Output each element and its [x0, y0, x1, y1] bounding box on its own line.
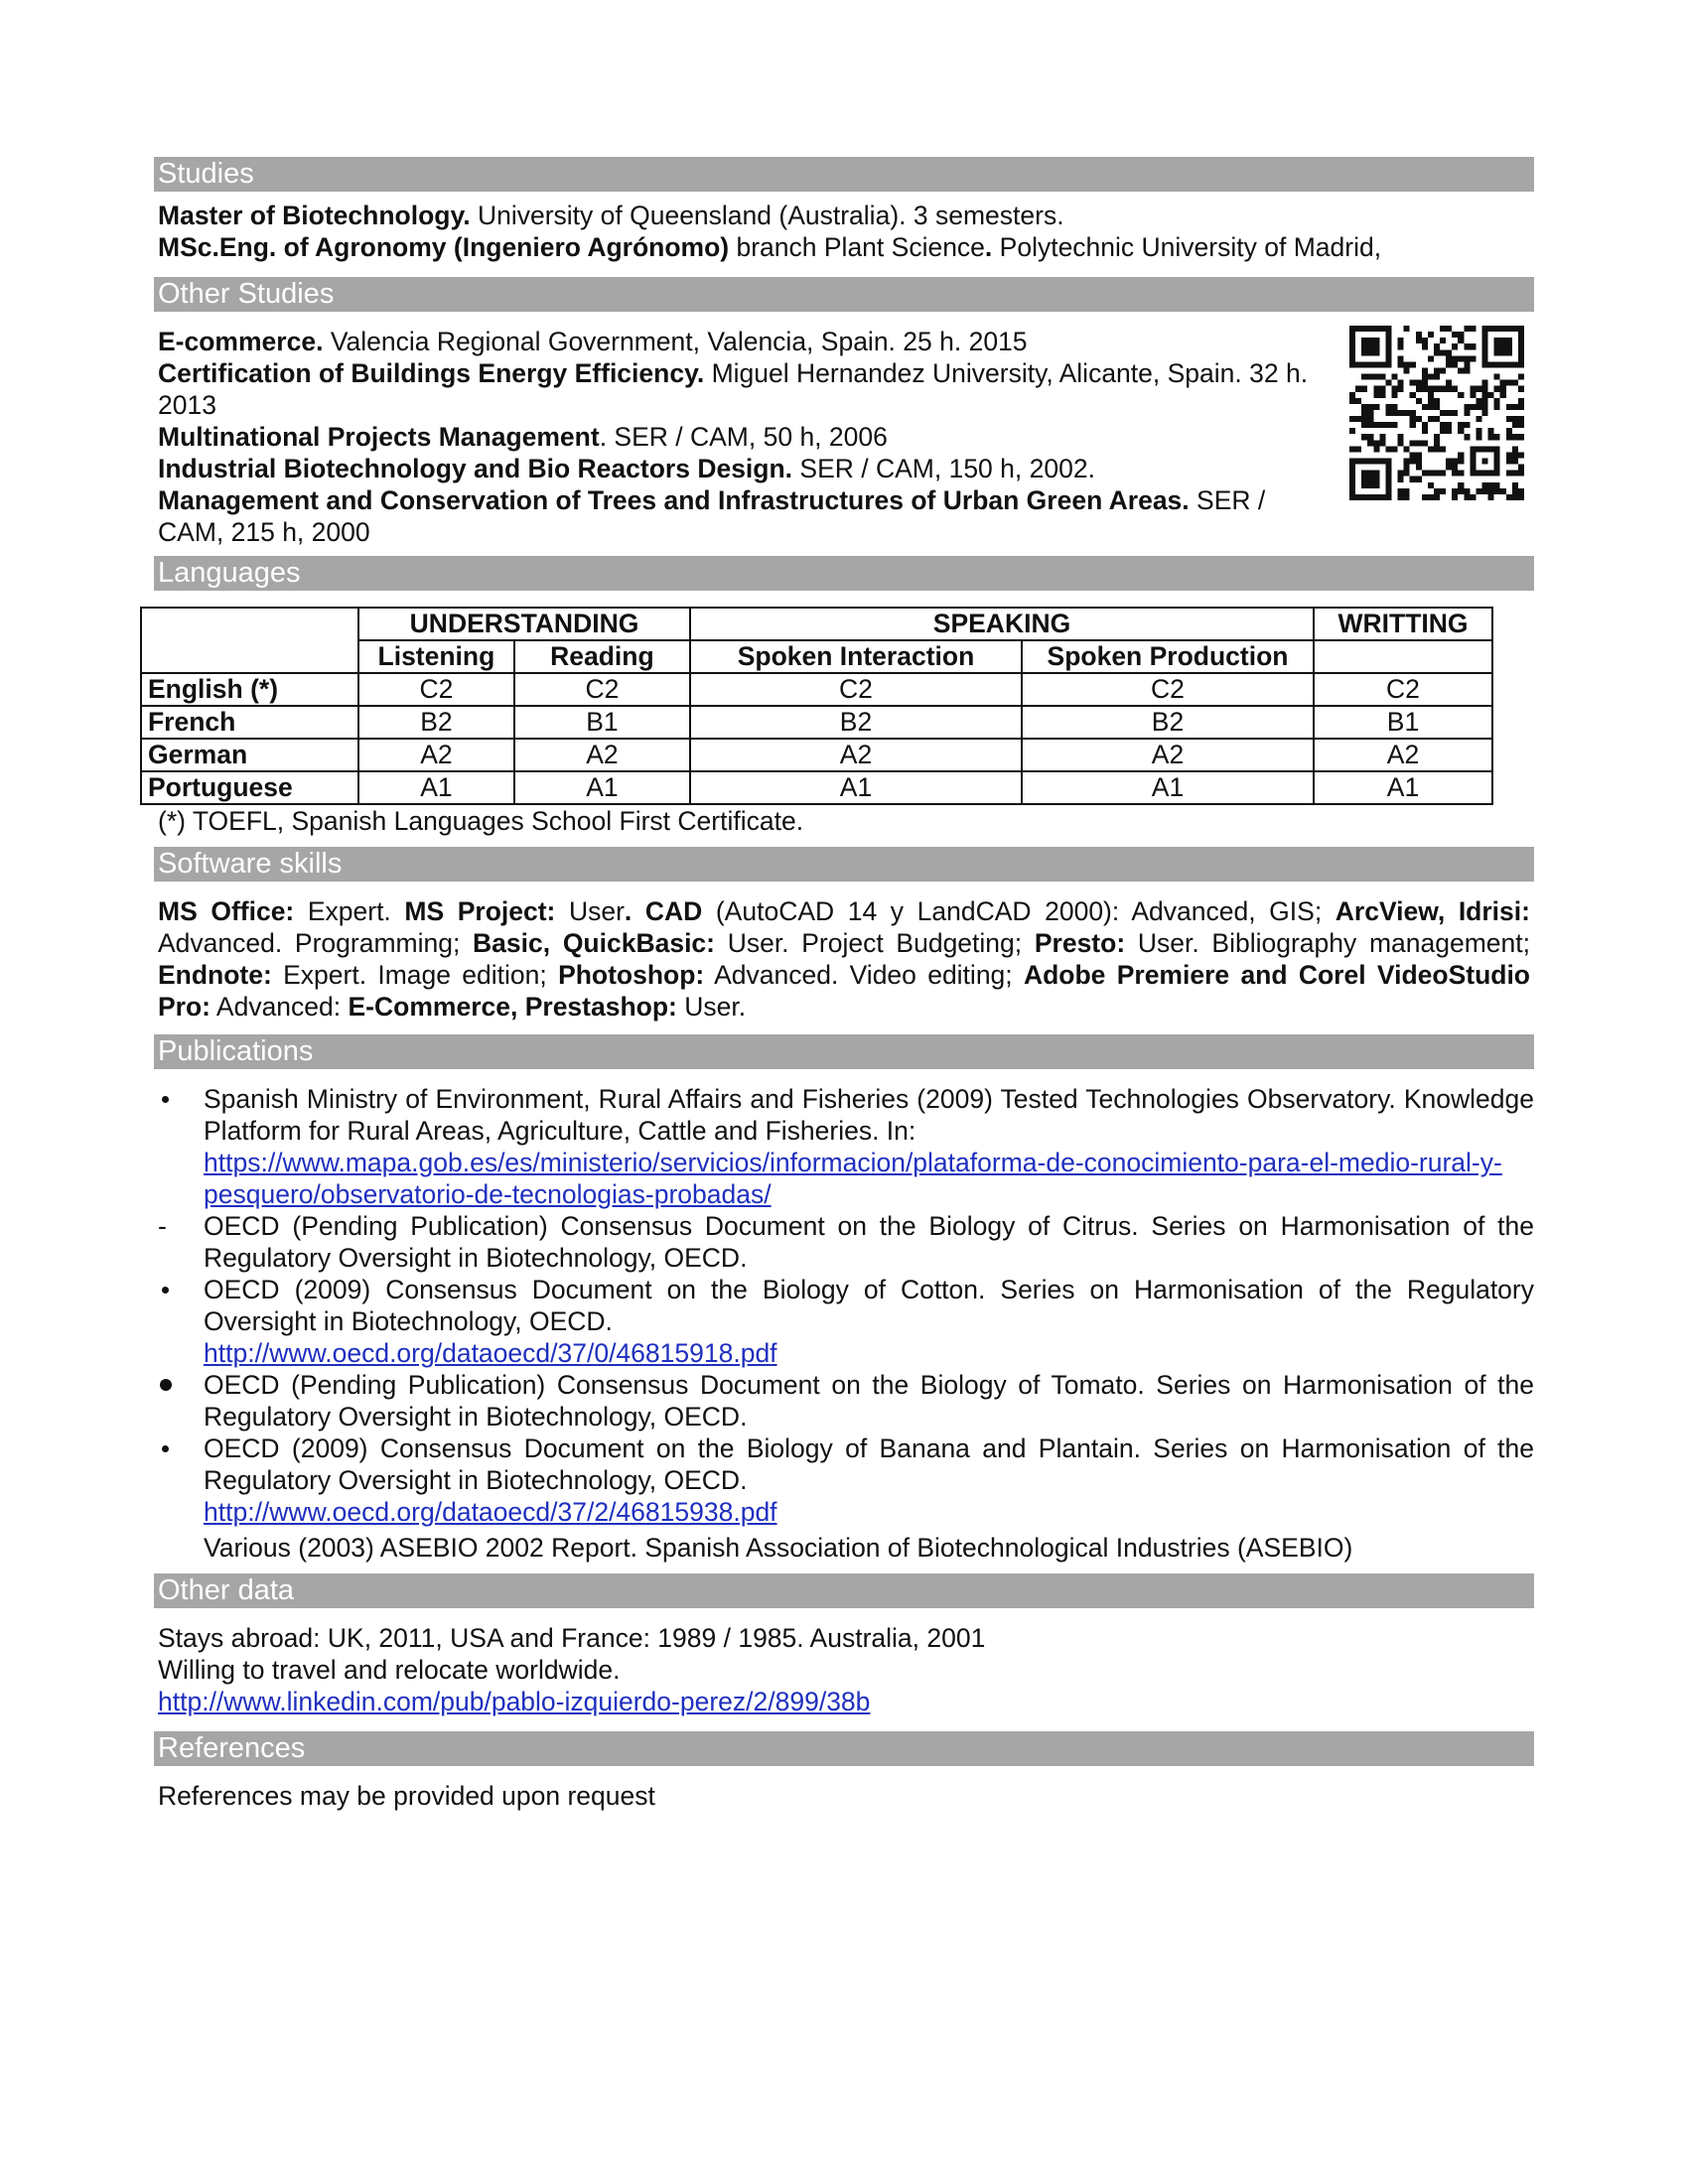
- publication-link[interactable]: https://www.mapa.gob.es/es/ministerio/servicios/informacion/plataforma-de-conocimiento-para-el-medio-rural-y-pesquero/observatorio-de-tecnologias-probadas/: [204, 1148, 1502, 1209]
- section-header-other-data: Other data: [154, 1573, 1534, 1608]
- list-item: - OECD (Pending Publication) Consensus Document on the Biology of Citrus. Series on Harmonisation of the Regulatory Oversight in Biotechnology, OECD.: [158, 1211, 1534, 1273]
- list-item: Various (2003) ASEBIO 2002 Report. Spanish Association of Biotechnological Industries (ASEBIO): [204, 1533, 1353, 1563]
- studies-list: [154, 200, 1534, 263]
- other-data-text: Stays abroad: UK, 2011, USA and France: 1989 / 1985. Australia, 2001 Willing to travel and relocate worldwide. http://www.linkedin.com/pub/pablo-izquierdo-perez/2/899/38b: [158, 1623, 986, 1716]
- list-item: OECD (2009) Consensus Document on the Biology of Banana and Plantain. Series on Harmonisation of the Regulatory Oversight in Biotechnology, OECD. http://www.oecd.org/dataoecd/37/2/46815938.pdf: [204, 1433, 1534, 1527]
- study-item: MSc.Eng. of Agronomy (Ingeniero Agrónomo) branch Plant Science. Polytechnic University of Madrid,: [158, 232, 1382, 262]
- section-header-languages: Languages: [154, 556, 1534, 591]
- section-header-studies: Studies: [154, 157, 1534, 192]
- linkedin-link[interactable]: http://www.linkedin.com/pub/pablo-izquierdo-perez/2/899/38b: [158, 1687, 871, 1716]
- table-row: French B2 B1 B2 B2 B1: [141, 706, 1492, 739]
- group-header-understanding: UNDERSTANDING: [358, 608, 690, 640]
- column-header-reading: Reading: [514, 640, 690, 673]
- column-header-writing-empty: [1314, 640, 1492, 673]
- section-header-publications: Publications: [154, 1034, 1534, 1069]
- table-row: English (*) C2 C2 C2 C2 C2: [141, 673, 1492, 706]
- list-item: OECD (2009) Consensus Document on the Biology of Cotton. Series on Harmonisation of the Regulatory Oversight in Biotechnology, OECD. http://www.oecd.org/dataoecd/37/0/46815918.pdf: [204, 1275, 1534, 1368]
- other-studies-list: [154, 326, 1324, 548]
- cv-page: [148, 157, 1534, 1812]
- group-header-writing: WRITTING: [1314, 608, 1492, 640]
- dash-marker: -: [158, 1211, 167, 1241]
- column-header-listening: Listening: [358, 640, 514, 673]
- column-header-spoken-production: Spoken Production: [1022, 640, 1314, 673]
- group-header-speaking: SPEAKING: [690, 608, 1314, 640]
- list-item: OECD (Pending Publication) Consensus Document on the Biology of Tomato. Series on Harmonisation of the Regulatory Oversight in Biotechnology, OECD.: [204, 1370, 1534, 1432]
- publication-link[interactable]: http://www.oecd.org/dataoecd/37/0/46815918.pdf: [204, 1338, 777, 1368]
- other-study-item: E-commerce. Valencia Regional Government, Valencia, Spain. 25 h. 2015: [158, 327, 1028, 356]
- table-row: Portuguese A1 A1 A1 A1 A1: [141, 771, 1492, 804]
- languages-note: (*) TOEFL, Spanish Languages School First Certificate.: [158, 806, 804, 836]
- table-row: German A2 A2 A2 A2 A2: [141, 739, 1492, 771]
- other-study-item: Certification of Buildings Energy Efficiency. Miguel Hernandez University, Alicante, Spain. 32 h. 2013: [158, 358, 1309, 420]
- publication-link[interactable]: http://www.oecd.org/dataoecd/37/2/46815938.pdf: [204, 1497, 777, 1527]
- list-item: Spanish Ministry of Environment, Rural Affairs and Fisheries (2009) Tested Technologies Observatory. Knowledge Platform for Rural Areas, Agriculture, Cattle and Fisheries. In: https://www.mapa.gob.es/es/ministerio/servicios/informacion/plataforma-de-conocimiento-para-el-medio-rural-y-pesquero/observatorio-de-tecnologias-probadas/: [204, 1084, 1534, 1209]
- qr-code-icon[interactable]: [1349, 326, 1524, 500]
- column-header-spoken-interaction: Spoken Interaction: [690, 640, 1022, 673]
- section-header-software-skills: Software skills: [154, 847, 1534, 882]
- section-header-references: References: [154, 1731, 1534, 1766]
- references-text: References may be provided upon request: [158, 1781, 655, 1811]
- other-study-item: Industrial Biotechnology and Bio Reactors Design. SER / CAM, 150 h, 2002.: [158, 454, 1095, 483]
- languages-table: [140, 607, 1493, 805]
- other-study-item: Multinational Projects Management. SER / CAM, 50 h, 2006: [158, 422, 888, 452]
- section-header-other-studies: Other Studies: [154, 277, 1534, 312]
- other-studies-block: [154, 312, 1534, 548]
- table-corner-cell: [141, 608, 358, 673]
- other-study-item: Management and Conservation of Trees and Infrastructures of Urban Green Areas. SER / CAM, 215 h, 2000: [158, 485, 1266, 547]
- study-item: Master of Biotechnology. University of Queensland (Australia). 3 semesters.: [158, 201, 1064, 230]
- publications-list: [154, 1083, 1534, 1564]
- software-skills-text: MS Office: Expert. MS Project: User. CAD (AutoCAD 14 y LandCAD 2000): Advanced, GIS; ArcView, Idrisi: Advanced. Programming; Basic, QuickBasic: User. Project Budgeting; Presto: User. Bibliography management; Endnote: Expert. Image edition; Photoshop: Advanced. Video editing; Adobe Premiere and Corel VideoStudio Pro: Advanced: E-Commerce, Prestashop: User.: [158, 896, 1530, 1022]
